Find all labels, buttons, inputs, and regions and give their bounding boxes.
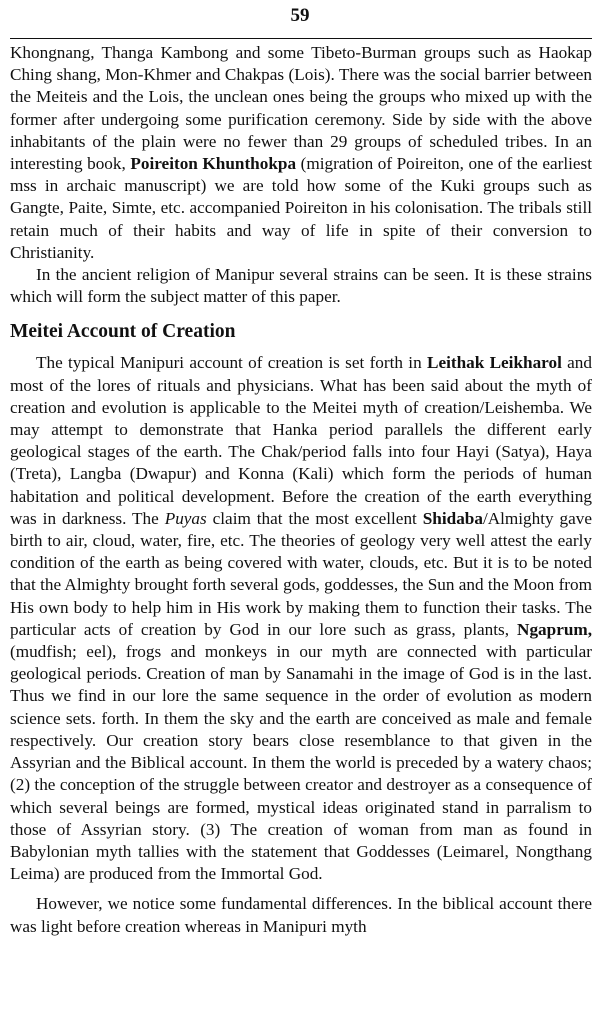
paragraph-3 [10,352,592,885]
paragraph-1 [10,42,592,264]
body-text [10,42,592,938]
term-ngaprum: Ngaprum, [517,619,592,639]
book-title-poireiton-khunthokpa: Poireiton Khunthokpa [130,154,297,174]
header-rule [10,38,592,39]
text-run: (migration of Poireiton, one of the earliest mss in archaic manuscript) we are told how some of the Kuki groups such as Gangte, Paite, Simte, etc. accompanied Poireiton in his colonisation. The tribals still retain much of their habits and way of life in spite of their conversion to Christianity. [10,154,592,262]
paragraph-2: In the ancient religion of Manipur several strains can be seen. It is these strains which will form the subject matter of this paper. [10,265,592,307]
text-run: and most of the lores of rituals and physicians. What has been said about the myth of creation and evolution is applicable to the Meitei myth of creation/Leishemba. We may attempt to demonstrate that Hanka period parallels the different early geological stages of the earth. The Chak/period falls into four Hayi (Satya), Haya (Treta), Langba (Dwapur) and Konna (Kali) which form the periods of human habitation and political development. Before the creation of the earth everything was in darkness. The [10,353,592,528]
section-heading: Meitei Account of Creation [10,321,236,343]
text-run: /Almighty gave birth to air, cloud, water, fire, etc. The theories of geology very well attest the early condition of the earth as being covered with water, clouds, etc. But it is to be noted that the Almighty brought forth several gods, goddesses, the Sun and the Moon from His own body to help him in His work by making them to function their tasks. The particular acts of creation by God in our lore such as grass, plants, [10,508,592,639]
book-title-leithak-leikharol: Leithak Leikharol [426,353,562,373]
text-run: (mudfish; eel), frogs and monkeys in our myth are connected with particular geological periods. Creation of man by Sanamahi in the image of God is in the last. Thus we find in our lore the same sequence in the order of evolution as modern science sets. forth. In them the sky and the earth are conceived as male and female respectively. Our creation story bears close resemblance to that given in the Assyrian and the Biblical account. In them the world is preceded by a watery chaos; (2) the conception of the struggle between creator and destroyer as a consequence of which several beings are formed, mystical ideas originated stand in parralism to those of Assyrian story. (3) The creation of woman from man as found in Babylonian myth tallies with the statement that Goddesses (Leimarel, Nongthang Leima) are produced from the Immortal God. [10,642,592,884]
term-puyas: Puyas [164,508,207,528]
page-number: 59 [290,5,310,26]
text-run: claim that the most excellent [206,508,423,528]
term-shidaba: Shidaba [422,508,483,528]
text-run: Khongnang, Thanga Kambong and some Tibeto-Burman groups such as Haokap Ching shang, Mon-Khmer and Chakpas (Lois). There was the social barrier between the Meiteis and the Lois, the unclean ones being the groups who mixed up with the former after undergoing some purification ceremony. Side by side with the above inhabitants of the plain were no fewer than 29 groups of scheduled tribes. In an interesting book, [10,43,592,174]
paragraph-4: However, we notice some fundamental differences. In the biblical account there was light before creation whereas in Manipuri myth [10,894,592,936]
paragraph-gap [10,885,592,893]
text-run: The typical Manipuri account of creation is set forth in [36,353,427,373]
